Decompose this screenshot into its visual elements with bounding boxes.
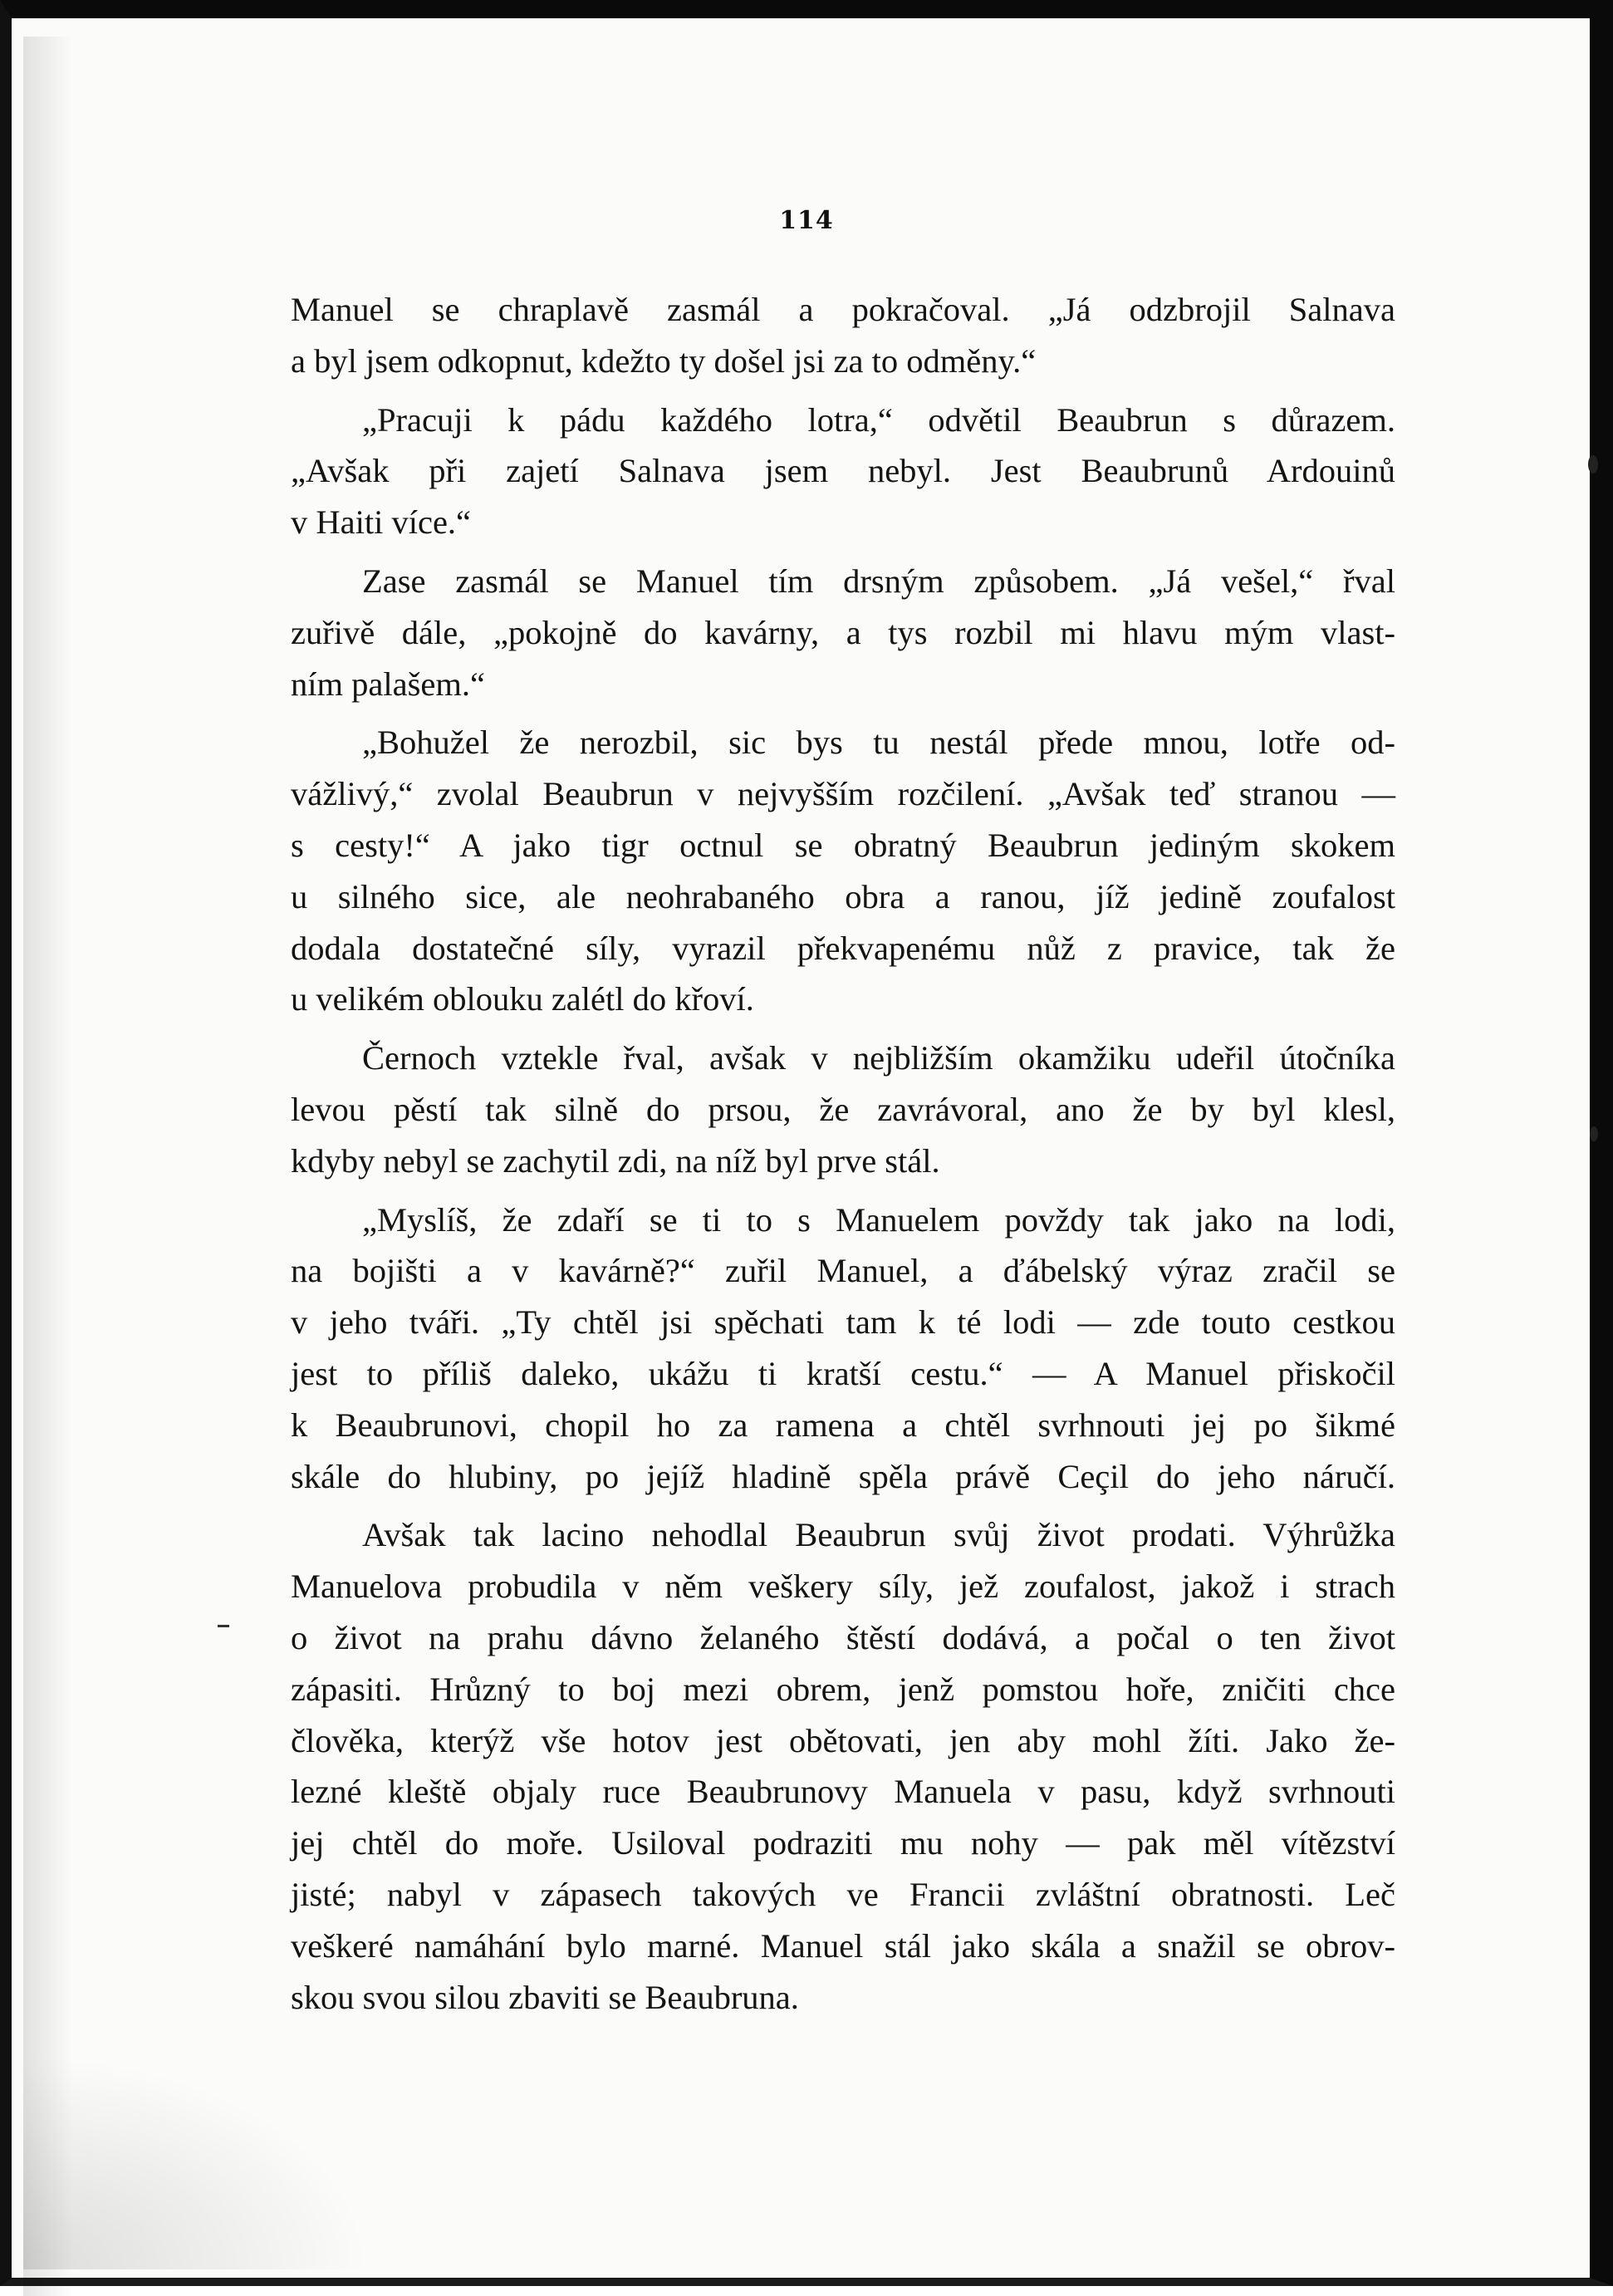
text-line: lezné kleště objaly ruce Beaubrunovy Manuela v pasu, když svrhnouti (291, 1773, 1395, 1811)
text-line: a byl jsem odkopnut, kdežto ty došel jsi za to odměny.“ (291, 341, 1037, 380)
text-line: skále do hlubiny, po jejíž hladině spěla právě Ceçil do jeho náručí. (291, 1457, 1395, 1495)
text-line: Černoch vztekle řval, avšak v nejbližším okamžiku udeřil útočníka (362, 1039, 1395, 1077)
text-line: s cesty!“ A jako tigr octnul se obratný Beaubrun jediným skokem (291, 826, 1395, 864)
text-line: „Pracuji k pádu každého lotra,“ odvětil Beaubrun s důrazem. (362, 400, 1395, 439)
text-line: člověka, kterýž vše hotov jest obětovati, jen aby mohl žíti. Jako že- (291, 1721, 1395, 1759)
page-corner-shadow (23, 2053, 372, 2269)
text-line: skou svou silou zbaviti se Beaubruna. (291, 1978, 799, 2016)
text-line: u silného sice, ale neohrabaného obra a ranou, jíž jedině zoufalost (291, 877, 1395, 915)
text-line: Manuel se chraplavě zasmál a pokračoval. „Já odzbrojil Salnava (291, 291, 1395, 328)
text-line: „Myslíš, že zdaří se ti to s Manuelem povždy tak jako na lodi, (362, 1200, 1395, 1239)
paragraph (291, 395, 1395, 548)
text-line: vážlivý,“ zvolal Beaubrun v nejvyšším rozčilení. „Avšak teď stranou — (291, 775, 1395, 813)
ink-speck (1588, 455, 1598, 473)
text-line: u velikém oblouku zalétl do křoví. (291, 980, 754, 1018)
paragraph (291, 1195, 1395, 1503)
margin-mark (218, 1625, 229, 1627)
page-edge-shadow (23, 37, 73, 2296)
paragraph (291, 284, 1395, 387)
text-line: v jeho tváři. „Ty chtěl jsi spěchati tam k té lodi — zde touto cestkou (291, 1303, 1395, 1342)
text-line: k Beaubrunovi, chopil ho za ramena a chtěl svrhnouti jej po šikmé (291, 1406, 1395, 1444)
text-line: Manuelova probudila v něm veškery síly, jež zoufalost, jakož i strach (291, 1567, 1395, 1606)
text-line: o život na prahu dávno želaného štěstí dodává, a počal o ten život (291, 1618, 1395, 1656)
text-line: v Haiti více.“ (291, 503, 472, 542)
text-line: Zase zasmál se Manuel tím drsným způsobem. „Já vešel,“ řval (362, 562, 1395, 600)
text-line: Avšak tak lacino nehodlal Beaubrun svůj život prodati. Výhrůžka (362, 1516, 1395, 1554)
text-line: veškeré namáhání bylo marné. Manuel stál jako skála a snažil se obrov- (291, 1926, 1395, 1965)
text-line: jej chtěl do moře. Usiloval podraziti mu nohy — pak měl vítězství (291, 1824, 1395, 1862)
page-number: 114 (779, 206, 834, 235)
ink-speck (1590, 1126, 1598, 1141)
text-line: levou pěstí tak silně do prsou, že zavrávoral, ano že by byl klesl, (291, 1090, 1395, 1128)
text-line: „Avšak při zajetí Salnava jsem nebyl. Jest Beaubrunů Ardouinů (291, 452, 1395, 490)
text-line: „Bohužel že nerozbil, sic bys tu nestál přede mnou, lotře od- (362, 724, 1395, 762)
paragraph (291, 1509, 1395, 2023)
text-line: ním palašem.“ (291, 665, 485, 703)
text-line: dodala dostatečné síly, vyrazil překvapenému nůž z pravice, tak že (291, 929, 1395, 967)
body-text (291, 284, 1395, 2030)
text-line: kdyby nebyl se zachytil zdi, na níž byl prve stál. (291, 1141, 940, 1180)
text-line: na bojišti a v kavárně?“ zuřil Manuel, a ďábelský výraz zračil se (291, 1252, 1395, 1290)
paragraph (291, 556, 1395, 709)
text-line: jest to příliš daleko, ukážu ti kratší cestu.“ — A Manuel přiskočil (291, 1354, 1395, 1392)
text-line: zuřivě dále, „pokojně do kavárny, a tys rozbil mi hlavu mým vlast- (291, 613, 1395, 651)
paragraph (291, 717, 1395, 1025)
text-line: zápasiti. Hrůzný to boj mezi obrem, jenž pomstou hoře, zničiti chce (291, 1670, 1395, 1708)
text-line: jisté; nabyl v zápasech takových ve Francii zvláštní obratnosti. Leč (291, 1875, 1395, 1913)
paragraph (291, 1033, 1395, 1186)
